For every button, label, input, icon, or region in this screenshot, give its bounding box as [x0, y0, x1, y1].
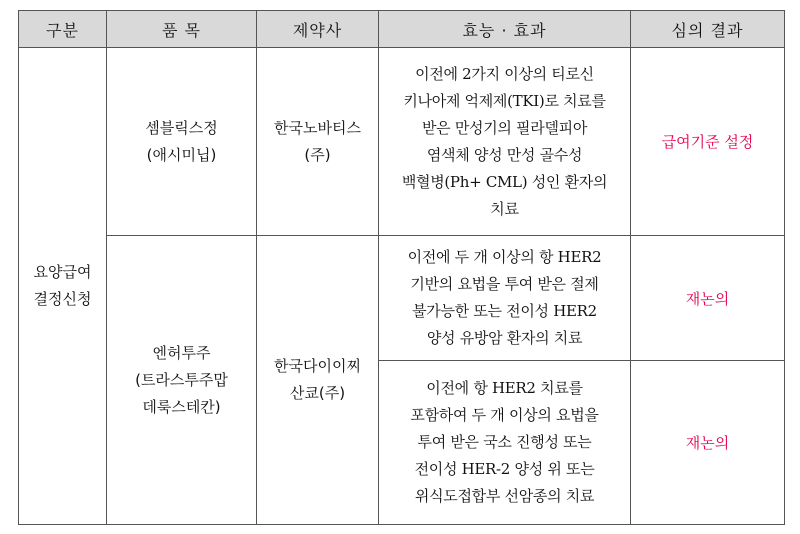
header-row: [19, 11, 785, 48]
product-cell: [107, 48, 257, 236]
efficacy-line: 기반의 요법을 투여 받은 절제: [410, 275, 599, 293]
company-name: 한국다이이찌: [274, 357, 361, 375]
result-cell: [631, 236, 785, 361]
product-name: 엔허투주: [152, 343, 211, 362]
product-ingredient: (애시미닙): [146, 145, 217, 164]
company-cell: [257, 236, 379, 525]
result-cell: [631, 48, 785, 236]
header-product: 품 목: [107, 11, 257, 48]
result-badge: 급여기준 설정: [661, 133, 754, 151]
efficacy-line: 키나아제 억제제(TKI)로 치료를: [403, 91, 606, 110]
result-badge: 재논의: [685, 434, 730, 452]
review-results-table: [18, 10, 785, 525]
efficacy-line: 이전에 2가지 이상의 티로신: [415, 64, 594, 83]
header-category: 구분: [19, 11, 107, 48]
efficacy-cell: [379, 236, 631, 361]
header-efficacy: 효능 · 효과: [379, 11, 631, 48]
efficacy-line: 투여 받은 국소 진행성 또는: [417, 433, 592, 451]
company-cell: [257, 48, 379, 236]
company-name: 한국노바티스: [274, 118, 361, 137]
efficacy-line: 불가능한 또는 전이성 HER2: [412, 302, 597, 320]
product-name: 셈블릭스정: [145, 118, 218, 137]
efficacy-line: 이전에 두 개 이상의 항 HER2: [407, 248, 602, 266]
result-cell: [631, 361, 785, 525]
company-suffix: 산쿄(주): [289, 384, 346, 402]
category-line: 결정신청: [33, 290, 92, 308]
efficacy-line: 전이성 HER-2 양성 위 또는: [414, 460, 595, 478]
table-row: [19, 48, 785, 236]
efficacy-cell: [379, 48, 631, 236]
company-suffix: (주): [304, 145, 331, 164]
efficacy-line: 치료: [490, 199, 519, 218]
product-ingredient: 데룩스테칸): [142, 397, 221, 416]
efficacy-cell: [379, 361, 631, 525]
table-row: [19, 236, 785, 361]
header-result: 심의 결과: [631, 11, 785, 48]
efficacy-line: 염색체 양성 만성 골수성: [426, 145, 583, 164]
efficacy-line: 위식도접합부 선암종의 치료: [414, 487, 595, 505]
efficacy-line: 받은 만성기의 필라델피아: [421, 118, 588, 137]
product-ingredient: (트라스투주맙: [135, 370, 228, 389]
result-badge: 재논의: [685, 289, 730, 308]
efficacy-line: 양성 유방암 환자의 치료: [426, 329, 583, 347]
efficacy-line: 이전에 항 HER2 치료를: [426, 379, 583, 397]
category-line: 요양급여: [33, 263, 92, 281]
header-company: 제약사: [257, 11, 379, 48]
efficacy-line: 포함하여 두 개 이상의 요법을: [410, 406, 599, 424]
product-cell: [107, 236, 257, 525]
efficacy-line: 백혈병(Ph+ CML) 성인 환자의: [401, 172, 608, 191]
category-cell: [19, 48, 107, 525]
